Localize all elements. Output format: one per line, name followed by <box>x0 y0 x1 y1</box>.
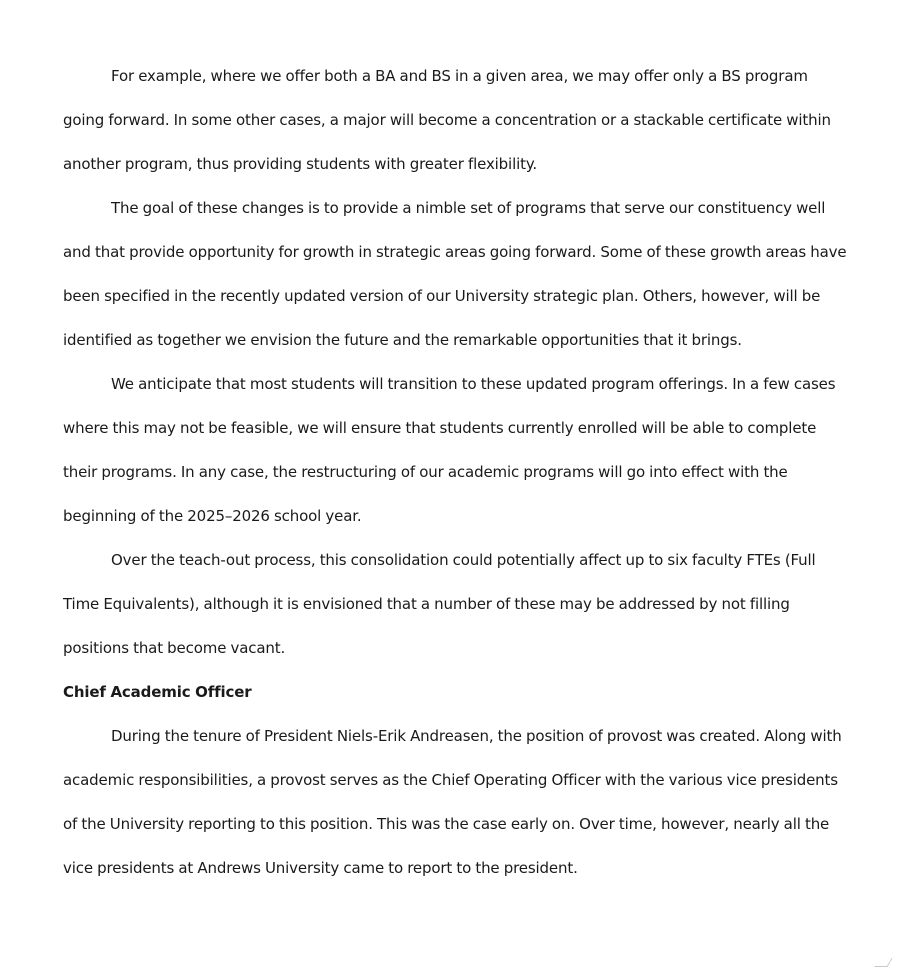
paragraph-provost-history: During the tenure of President Niels-Erik Andreasen, the position of provost was created. Along with academic responsibilities, a provost serves as the Chief Operating Officer with the various vice presidents of the University reporting to this position. This was the case early on. Over time, however, nearly all the vice presidents at Andrews University came to report to the president. <box>63 727 842 877</box>
page-corner-mark <box>874 958 892 967</box>
paragraph-degree-example: For example, where we offer both a BA and BS in a given area, we may offer only a BS program going forward. In some other cases, a major will become a concentration or a stackable certificate within another program, thus providing students with greater flexibility. <box>63 67 831 173</box>
section-heading: Chief Academic Officer <box>63 683 252 701</box>
paragraph-teach-out: Over the teach-out process, this consolidation could potentially affect up to six faculty FTEs (Full Time Equivalents), although it is envisioned that a number of these may be addressed by not filling positions that become vacant. <box>63 551 816 657</box>
paragraph-goal-of-changes: The goal of these changes is to provide a nimble set of programs that serve our constituency well and that provide opportunity for growth in strategic areas going forward. Some of these growth areas have been specified in the recently updated version of our University strategic plan. Others, however, will be identified as together we envision the future and the remarkable opportunities that it brings. <box>63 199 847 349</box>
paragraph-student-transition: We anticipate that most students will transition to these updated program offerings. In a few cases where this may not be feasible, we will ensure that students currently enrolled will be able to complete their programs. In any case, the restructuring of our academic programs will go into effect with the beginning of the 2025–2026 school year. <box>63 375 836 525</box>
document-body <box>63 54 853 890</box>
